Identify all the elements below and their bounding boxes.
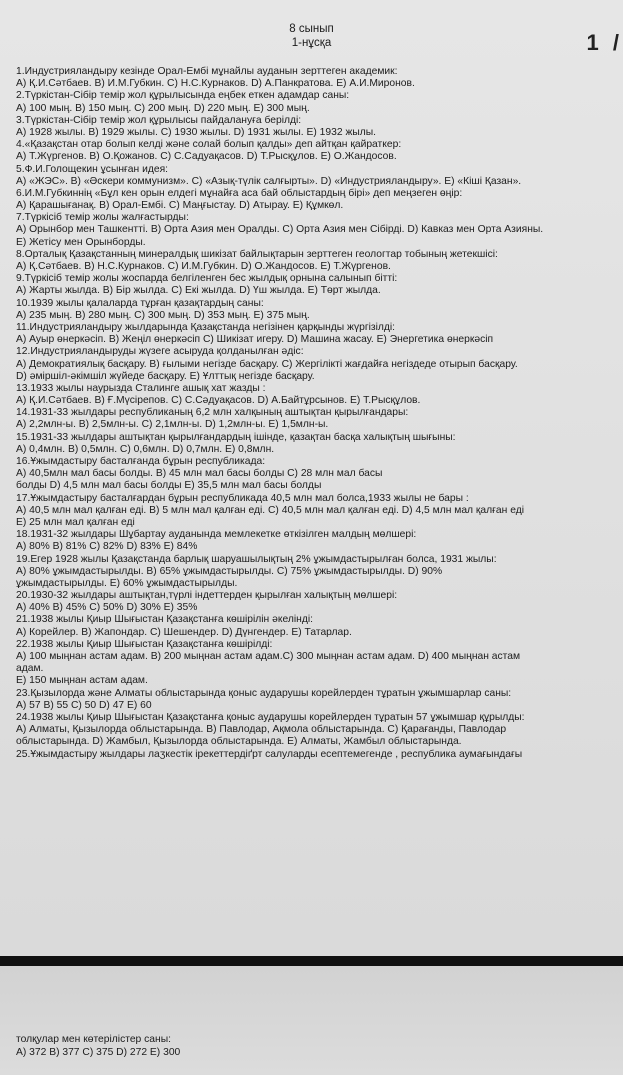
- text-line: 22.1938 жылы Қиыр Шығыстан Қазақстанға көшірілді:: [16, 638, 273, 650]
- text-line: 9.Түркісіб темір жолы жоспарда белгіленген бес жылдық орнына салынып бітті:: [16, 273, 398, 285]
- text-line: А) Демократиялық басқару. В) ғылыми негізде басқару. С) Жергілікті жағдайға негіздеде отырып басқару.: [16, 358, 518, 370]
- text-line: 19.Егер 1928 жылы Қазақстанда барлық шаруашылықтың 2% ұжымдастырылған болса, 1931 жылы:: [16, 553, 497, 565]
- text-line: 1.Индустрияландыру кезінде Орал-Ембі мұнайлы ауданын зерттеген академик:: [16, 66, 398, 77]
- text-line: Е) 150 мыңнан астам адам.: [16, 675, 148, 687]
- text-line: А) 80% В) 81% С) 82% D) 83% Е) 84%: [16, 541, 198, 553]
- text-line: 20.1930-32 жылдары аштықтан,түрлі індеттерден қырылған халықтың мөлшері:: [16, 590, 398, 602]
- text-line: А) 40,5 млн мал қалған еді. В) 5 млн мал қалған еді. С) 40,5 млн мал қалған еді. D) 4,5 млн мал қалған еді: [16, 504, 524, 516]
- variant-label: 1-нұсқа: [291, 37, 332, 49]
- text-line: 24.1938 жылы Қиыр Шығыстан Қазақстанға қоныс аударушы корейлерден тұратын 57 ұжымшар құрылды:: [16, 711, 525, 723]
- text-line: 17.Ұжымдастыру басталғардан бұрын республикада 40,5 млн мал болса,1933 жылы не бары :: [16, 492, 469, 504]
- text-line: D) әміршіл-әкімшіл жүйеде басқару. Е) Ұлттық негізде басқару.: [16, 370, 315, 382]
- text-line: А) 2,2млн-ы. В) 2,5млн-ы. С) 2,1млн-ы. D) 1,2млн-ы. Е) 1,5млн-ы.: [16, 419, 329, 431]
- text-line: 16.Ұжымдастыру басталғанда бұрын республикада:: [16, 456, 266, 467]
- text-line: А) «ЖЭС». В) «Әскери коммунизм». С) «Азық-түлік салғырты». D) «Индустрияландыру». Е) «Кіші Қазан».: [16, 175, 522, 187]
- text-line: А) Жарты жылда. В) Бір жылда. С) Екі жылда. D) Үш жылда. Е) Төрт жылда.: [16, 285, 381, 297]
- test-header: [0, 22, 623, 50]
- text-line: А) Қарашығанақ. В) Орал-Ембі. С) Маңғыстау. D) Атырау. Е) Құмкөл.: [16, 200, 344, 212]
- text-line: 10.1939 жылы қалаларда тұрған қазақтардың саны:: [16, 297, 264, 309]
- text-line: А) 235 мың. В) 280 мың. С) 300 мың. D) 353 мың. Е) 375 мың.: [16, 309, 310, 321]
- text-line: 13.1933 жылы наурызда Сталинге ашық хат жазды :: [16, 382, 266, 394]
- text-line: 4.«Қазақстан отар болып келді және солай болып қалды» деп айтқан қайраткер:: [16, 139, 402, 151]
- text-line: 15.1931-33 жылдары аштықтан қырылғандардың ішінде, қазақтан басқа халықтың шығыны:: [16, 431, 456, 443]
- text-line: 8.Орталық Қазақстанның минералдық шикізат байлықтарын зерттеген геологтар тобының жетекшісі:: [16, 248, 498, 260]
- text-line: толқулар мен көтерілістер саны:: [16, 1034, 171, 1045]
- text-line: 6.И.М.Губкиннің «Бұл кен орын елдегі мұнайға аса бай облыстардың бірі» деп меңзеген өңір:: [16, 187, 463, 199]
- text-line: А) Қ.Сәтбаев. В) Н.С.Курнаков. С) И.М.Губкин. D) О.Жандосов. Е) Т.Жүргенов.: [16, 261, 391, 272]
- text-line: А) 40% В) 45% С) 50% D) 30% Е) 35%: [16, 602, 198, 614]
- text-line: 12.Индустрияландыруды жүзеге асыруда қолданылған әдіс:: [16, 346, 304, 358]
- text-line: облыстарында. D) Жамбыл, Қызылорда облыстарында. Е) Алматы, Жамбыл облыстарында.: [16, 736, 462, 748]
- page-number: 1 /: [586, 30, 623, 55]
- text-line: 7.Түркісіб темір жолы жалғастырды:: [16, 212, 189, 224]
- text-line: А) Қ.И.Сәтбаев. В) Ғ.Мүсірепов. С) С.Сәдуақасов. D) А.Байтұрсынов. Е) Т.Рысқұлов.: [16, 395, 421, 407]
- text-line: А) 372 В) 377 С) 375 D) 272 Е) 300: [16, 1046, 181, 1058]
- text-line: А) Алматы, Қызылорда облыстарында. В) Павлодар, Ақмола облыстарында. С) Қарағанды, Павлодар: [16, 724, 507, 736]
- text-line: 11.Индустрияландыру жылдарында Қазақстанда негізінен қарқынды жүргізілді:: [16, 321, 396, 333]
- text-line: А) 1928 жылы. В) 1929 жылы. С) 1930 жылы. D) 1931 жылы. Е) 1932 жылы.: [16, 126, 376, 138]
- text-line: А) 100 мың. В) 150 мың. С) 200 мың. D) 220 мың. Е) 300 мың.: [16, 102, 310, 114]
- page-divider: [0, 956, 623, 966]
- text-line: 14.1931-33 жылдары республиканың 6,2 млн халқының аштықтан қырылғандары:: [16, 407, 409, 419]
- text-line: 5.Ф.И.Голощекин ұсынған идея:: [16, 163, 168, 175]
- text-line: А) Қ.И.Сәтбаев. В) И.М.Губкин. С) Н.С.Курнаков. D) А.Панкратова. Е) А.И.Миронов.: [16, 78, 415, 90]
- grade-label: 8 сынып: [289, 23, 334, 35]
- text-line: болды D) 4,5 млн мал басы болды Е) 35,5 млн мал басы болды: [16, 480, 322, 492]
- text-line: А) Корейлер. В) Жапондар. С) Шешендер. D) Дүнгендер. Е) Татарлар.: [16, 626, 352, 638]
- text-line: 3.Түркістан-Сібір темір жол құрылысы пайдалануға берілді:: [16, 114, 302, 126]
- text-line: 23.Қызылорда және Алматы облыстарында қоныс аударушы корейлерден тұратын ұжымшарлар саны:: [16, 687, 512, 699]
- text-line: Е) Жетісу мен Орынборды.: [16, 236, 146, 248]
- text-line: 21.1938 жылы Қиыр Шығыстан Қазақстанға көшірілін әкелінді:: [16, 614, 313, 626]
- text-line: Е) 25 млн мал қалған еді: [16, 516, 135, 528]
- text-line: ұжымдастырылды. Е) 60% ұжымдастырылды.: [16, 577, 238, 589]
- text-line: А) 57 В) 55 С) 50 D) 47 Е) 60: [16, 699, 152, 711]
- text-line: А) Т.Жүргенов. В) О.Қожанов. С) С.Садуақасов. D) Т.Рысқұлов. Е) О.Жандосов.: [16, 151, 397, 163]
- text-line: 18.1931-32 жылдары Шұбартау ауданында мемлекетке өткізілген малдың мөлшері:: [16, 529, 417, 541]
- text-line: А) 0,4млн. В) 0,5млн. С) 0,6млн. D) 0,7млн. Е) 0,8млн.: [16, 443, 275, 455]
- text-line: 25.Ұжымдастыру жылдары лаӡкестік ірекеттердіґрт салуларды есептемегенде , республика аумағындағы: [16, 748, 523, 760]
- text-line: А) Ауыр өнеркәсіп. В) Жеңіл өнеркәсіп С) Шикізат игеру. D) Машина жасау. Е) Энергетика өнеркәсіп: [16, 334, 494, 346]
- text-line: адам.: [16, 663, 44, 675]
- text-line: А) 100 мыңнан астам адам. В) 200 мыңнан астам адам.С) 300 мыңнан астам адам. D) 400 мыңнан астам: [16, 651, 521, 662]
- continuation-text: [16, 1034, 180, 1059]
- question-list: [16, 66, 616, 761]
- text-line: А) Орынбор мен Ташкентті. В) Орта Азия мен Оралды. С) Орта Азия мен Сібірді. D) Кавказ мен Орта Азияны.: [16, 224, 544, 236]
- text-line: А) 40,5млн мал басы болды. В) 45 млн мал басы болды С) 28 млн мал басы: [16, 468, 383, 480]
- text-line: 2.Түркістан-Сібір темір жол құрылысында еңбек еткен адамдар саны:: [16, 90, 350, 102]
- text-line: А) 80% ұжымдастырылды. В) 65% ұжымдастырылды. С) 75% ұжымдастырылды. D) 90%: [16, 565, 443, 577]
